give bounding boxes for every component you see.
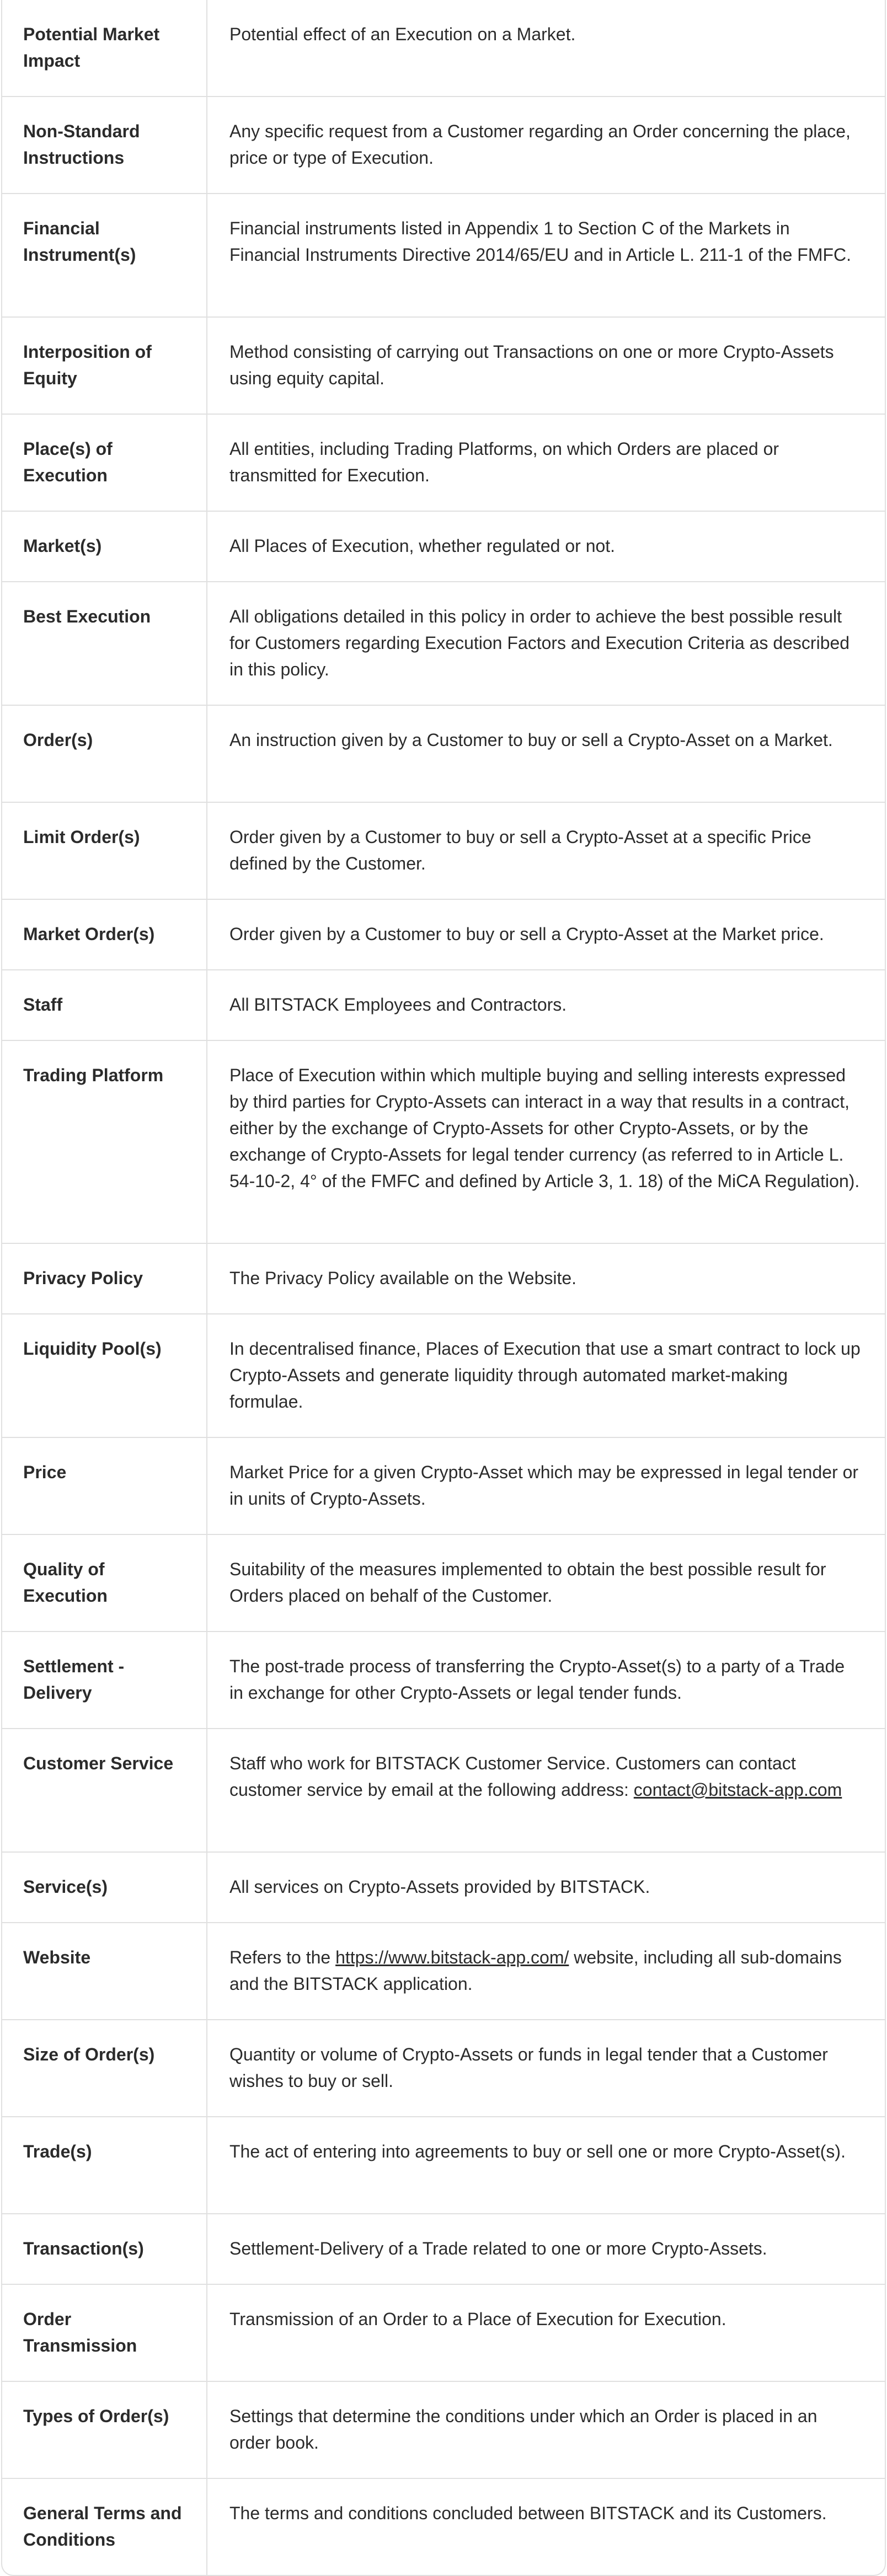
table-row bbox=[2, 1437, 885, 1534]
definition-cell: Quantity or volume of Crypto-Assets or funds in legal tender that a Customer wishes to buy or sell. bbox=[229, 2044, 828, 2091]
table-row bbox=[2, 1631, 885, 1728]
term-cell: Quality of Execution bbox=[2, 1535, 207, 1631]
table-row bbox=[2, 581, 885, 705]
definition-cell: Order given by a Customer to buy or sell a Crypto-Asset at a specific Price defined by the Customer. bbox=[229, 827, 811, 873]
term-cell: Website bbox=[2, 1923, 207, 2019]
term-cell: Market(s) bbox=[2, 512, 207, 581]
table-row bbox=[2, 2213, 885, 2284]
table-row bbox=[2, 1728, 885, 1852]
table-row bbox=[2, 193, 885, 316]
term-cell: Order(s) bbox=[2, 706, 207, 802]
definition-cell bbox=[207, 1923, 885, 2019]
table-row bbox=[2, 1534, 885, 1631]
table-row bbox=[2, 969, 885, 1040]
term-cell: Limit Order(s) bbox=[2, 803, 207, 899]
term-cell: Customer Service bbox=[2, 1729, 207, 1852]
definition-cell: Order given by a Customer to buy or sell a Crypto-Asset at the Market price. bbox=[229, 924, 824, 944]
table-row bbox=[2, 414, 885, 511]
definition-cell: All entities, including Trading Platforms, on which Orders are placed or transmitted for Execution. bbox=[229, 439, 779, 485]
table-row bbox=[2, 1040, 885, 1243]
term-cell: Privacy Policy bbox=[2, 1244, 207, 1313]
table-row bbox=[2, 1243, 885, 1313]
table-row bbox=[2, 2284, 885, 2381]
definition-cell bbox=[207, 1729, 885, 1852]
definition-text: Staff who work for BITSTACK Customer Service. Customers can contact customer service by email at the following address: bbox=[229, 1753, 796, 1800]
definition-text: Refers to the bbox=[229, 1947, 336, 1967]
definition-cell: Financial instruments listed in Appendix 1 to Section C of the Markets in Financial Instruments Directive 2014/65/EU and in Article L. 211-1 of the FMFC. bbox=[229, 218, 852, 265]
table-row bbox=[2, 316, 885, 414]
table-row bbox=[2, 802, 885, 899]
table-row bbox=[2, 2478, 885, 2575]
term-cell: Service(s) bbox=[2, 1853, 207, 1922]
definition-cell: All BITSTACK Employees and Contractors. bbox=[229, 995, 567, 1015]
definition-cell: In decentralised finance, Places of Execution that use a smart contract to lock up Crypto-Assets and generate liquidity through automated market-making formulae. bbox=[229, 1339, 861, 1412]
definition-cell: Settlement-Delivery of a Trade related to one or more Crypto-Assets. bbox=[229, 2239, 767, 2258]
definition-cell: Any specific request from a Customer regarding an Order concerning the place, price or type of Execution. bbox=[229, 121, 851, 168]
term-cell: Non-Standard Instructions bbox=[2, 97, 207, 193]
term-cell: Settlement - Delivery bbox=[2, 1632, 207, 1728]
table-row bbox=[2, 705, 885, 802]
table-row bbox=[2, 511, 885, 581]
term-cell: Interposition of Equity bbox=[2, 318, 207, 414]
term-cell: Liquidity Pool(s) bbox=[2, 1314, 207, 1437]
table-row bbox=[2, 899, 885, 969]
definition-cell: Transmission of an Order to a Place of Execution for Execution. bbox=[229, 2309, 726, 2329]
table-row bbox=[2, 1852, 885, 1922]
term-cell: Potential Market Impact bbox=[2, 0, 207, 96]
contact-email-link[interactable]: contact@bitstack-app.com bbox=[633, 1780, 842, 1800]
definition-cell: The post-trade process of transferring the Crypto-Asset(s) to a party of a Trade in exchange for other Crypto-Assets or legal tender funds. bbox=[229, 1656, 845, 1703]
table-row bbox=[2, 1313, 885, 1437]
definition-cell: Suitability of the measures implemented to obtain the best possible result for Orders placed on behalf of the Customer. bbox=[229, 1559, 826, 1606]
definition-cell: Market Price for a given Crypto-Asset which may be expressed in legal tender or in units of Crypto-Assets. bbox=[229, 1462, 859, 1509]
definition-cell: The terms and conditions concluded between BITSTACK and its Customers. bbox=[229, 2503, 827, 2523]
term-cell: Transaction(s) bbox=[2, 2214, 207, 2284]
definition-text: website, including all sub-domains and the BITSTACK application. bbox=[229, 1947, 842, 1994]
table-row bbox=[2, 96, 885, 193]
definition-cell: The Privacy Policy available on the Website. bbox=[229, 1268, 577, 1288]
term-cell: Market Order(s) bbox=[2, 900, 207, 969]
definition-cell: All obligations detailed in this policy in order to achieve the best possible result for Customers regarding Execution Factors and Execution Criteria as described in this policy. bbox=[229, 607, 850, 679]
term-cell: Size of Order(s) bbox=[2, 2020, 207, 2116]
definitions-table bbox=[1, 0, 886, 2576]
table-row bbox=[2, 0, 885, 96]
website-link[interactable]: https://www.bitstack-app.com/ bbox=[335, 1947, 569, 1967]
table-row bbox=[2, 2019, 885, 2116]
term-cell: Order Transmission bbox=[2, 2285, 207, 2381]
term-cell: Financial Instrument(s) bbox=[2, 194, 207, 316]
definition-cell: All services on Crypto-Assets provided by BITSTACK. bbox=[229, 1877, 650, 1897]
definition-cell: The act of entering into agreements to buy or sell one or more Crypto-Asset(s). bbox=[229, 2142, 846, 2161]
table-row bbox=[2, 2381, 885, 2478]
table-row bbox=[2, 2116, 885, 2213]
definition-cell: Method consisting of carrying out Transactions on one or more Crypto-Assets using equity capital. bbox=[229, 342, 834, 388]
definition-cell: Potential effect of an Execution on a Market. bbox=[229, 24, 576, 44]
definition-cell: Settings that determine the conditions under which an Order is placed in an order book. bbox=[229, 2406, 817, 2452]
term-cell: Price bbox=[2, 1438, 207, 1534]
term-cell: Place(s) of Execution bbox=[2, 415, 207, 511]
term-cell: Types of Order(s) bbox=[2, 2382, 207, 2478]
definition-cell: All Places of Execution, whether regulated or not. bbox=[229, 536, 616, 556]
term-cell: Trade(s) bbox=[2, 2117, 207, 2213]
table-row bbox=[2, 1922, 885, 2019]
term-cell: Best Execution bbox=[2, 582, 207, 705]
definition-cell: Place of Execution within which multiple buying and selling interests expressed by third parties for Crypto-Assets can interact in a way that results in a contract, either by the exchange of Crypto-Assets for other Crypto-Assets, or by the exchange of Crypto-Assets for legal tender currency (as referred to in Article L. 54-10-2, 4° of the FMFC and defined by Article 3, 1. 18) of the MiCA Regulation). bbox=[229, 1065, 860, 1191]
term-cell: Staff bbox=[2, 970, 207, 1040]
term-cell: General Terms and Conditions bbox=[2, 2479, 207, 2575]
definition-cell: An instruction given by a Customer to buy or sell a Crypto-Asset on a Market. bbox=[229, 730, 833, 750]
term-cell: Trading Platform bbox=[2, 1041, 207, 1243]
